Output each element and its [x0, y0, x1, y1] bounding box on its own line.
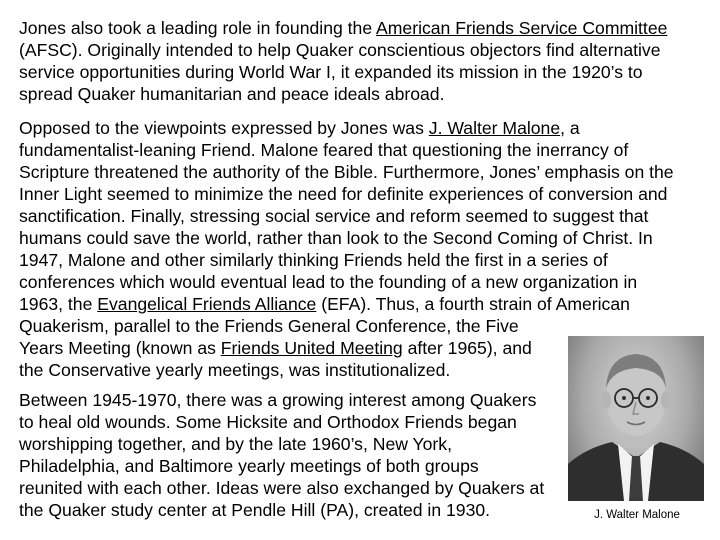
text-line — [19, 161, 674, 183]
text-run: after 1965), and — [402, 338, 532, 358]
text-line — [19, 455, 544, 477]
text-run: the Conservative yearly meetings, was institutionalized. — [19, 360, 451, 380]
text-run: fundamentalist-leaning Friend. Malone feared that questioning the inerrancy of — [19, 140, 629, 160]
paragraph-afsc — [19, 17, 667, 105]
text-line — [19, 389, 544, 411]
hyperlink[interactable]: J. Walter Malone — [428, 118, 561, 138]
text-line — [19, 227, 674, 249]
text-line — [19, 411, 544, 433]
text-line — [19, 205, 674, 227]
text-line — [19, 293, 674, 315]
portrait-photo — [568, 336, 704, 501]
text-run: Years Meeting (known as — [19, 338, 221, 358]
text-run: Quakerism, parallel to the Friends General Conference, the Five — [19, 316, 519, 336]
text-line — [19, 433, 544, 455]
text-run: humans could save the world, rather than look to the Second Coming of Christ. In — [19, 228, 653, 248]
text-line — [19, 271, 674, 293]
text-line — [19, 315, 674, 337]
hyperlink[interactable]: Friends United Meeting — [220, 338, 403, 358]
hyperlink[interactable]: American Friends Service Committee — [376, 18, 668, 38]
text-run: 1963, the — [19, 294, 98, 314]
text-run: service opportunities during World War I, it expanded its mission in the 1920’s to — [19, 62, 643, 82]
text-run: to heal old wounds. Some Hicksite and Orthodox Friends began — [19, 412, 517, 432]
text-run: Between 1945-1970, there was a growing interest among Quakers — [19, 390, 537, 410]
text-run: Jones also took a leading role in founding the — [19, 18, 377, 38]
text-run: conferences which would eventual lead to the founding of a new organization in — [19, 272, 638, 292]
text-run: (EFA). Thus, a fourth strain of American — [316, 294, 630, 314]
paragraph-reunion — [19, 389, 544, 521]
text-line — [19, 17, 667, 39]
text-line — [19, 183, 674, 205]
text-run: Opposed to the viewpoints expressed by Jones was — [19, 118, 429, 138]
text-line — [19, 499, 544, 521]
text-line — [19, 117, 674, 139]
text-line — [19, 139, 674, 161]
text-run: (AFSC). Originally intended to help Quaker conscientious objectors find alternative — [19, 40, 661, 60]
text-run: Philadelphia, and Baltimore yearly meetings of both groups — [19, 456, 479, 476]
portrait-image — [568, 336, 704, 501]
photo-caption: J. Walter Malone — [594, 509, 680, 521]
text-run: 1947, Malone and other similarly thinking Friends held the first in a series of — [19, 250, 608, 270]
text-run: reunited with each other. Ideas were also exchanged by Quakers at — [19, 478, 545, 498]
text-line — [19, 83, 667, 105]
text-run: worshipping together, and by the late 1960’s, New York, — [19, 434, 452, 454]
text-run: Scripture threatened the authority of the Bible. Furthermore, Jones’ emphasis on the — [19, 162, 674, 182]
text-line — [19, 249, 674, 271]
text-run: , a — [560, 118, 580, 138]
text-run: sanctification. Finally, stressing social service and reform seemed to suggest that — [19, 206, 649, 226]
text-line — [19, 61, 667, 83]
text-line — [19, 39, 667, 61]
text-line — [19, 477, 544, 499]
text-run: the Quaker study center at Pendle Hill (PA), created in 1930. — [19, 500, 491, 520]
hyperlink[interactable]: Evangelical Friends Alliance — [97, 294, 317, 314]
text-run: Inner Light seemed to minimize the need for definite experiences of conversion and — [19, 184, 668, 204]
text-run: spread Quaker humanitarian and peace ideals abroad. — [19, 84, 445, 104]
